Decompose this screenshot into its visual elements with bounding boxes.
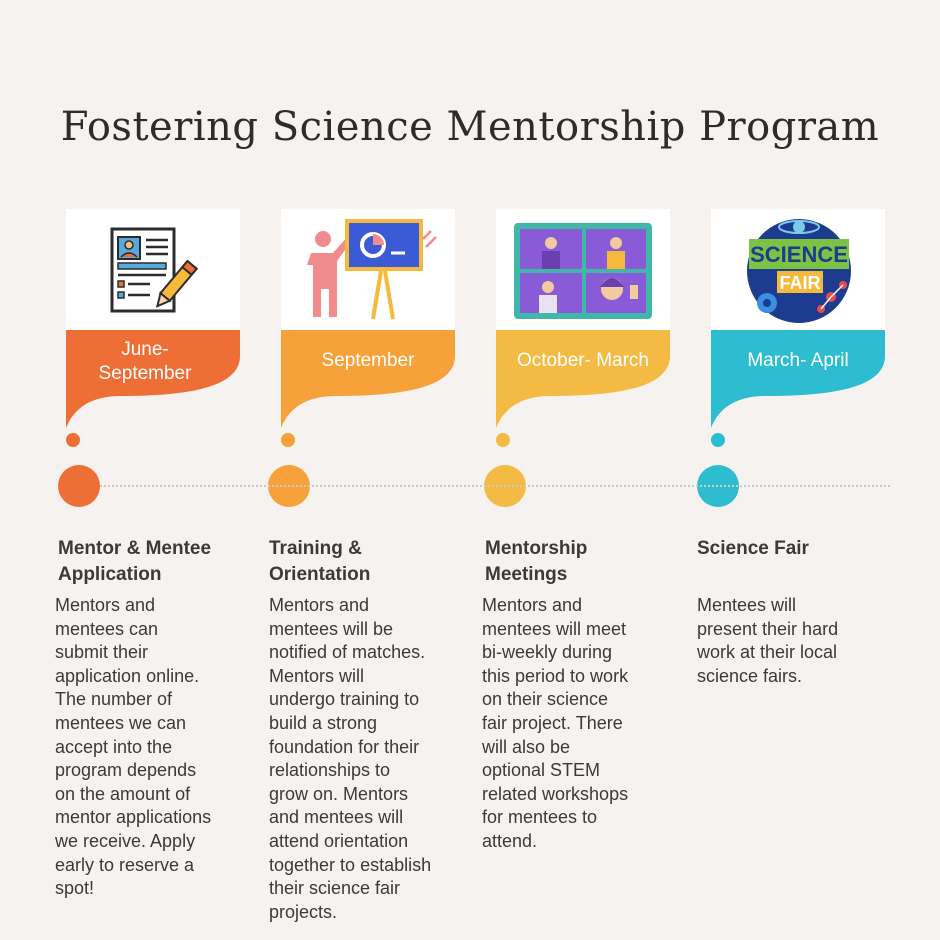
step-3-description: Mentors and mentees will meet bi-weekly during this period to work on their science fair project. There will also be optional STEM related workshops for mentees to attend. xyxy=(482,595,629,851)
step-2-description: Mentors and mentees will be notified of matches. Mentors will undergo training to build a strong foundation for their relationships to grow on. Mentors and mentees will attend orientation together to establish their science fair projects. xyxy=(269,595,432,922)
step-4-card xyxy=(711,209,885,330)
step-2-small-dot xyxy=(281,433,295,447)
step-3-period: October- March xyxy=(517,350,649,371)
step-2-card xyxy=(281,209,455,330)
step-4-description: Mentees will present their hard work at their local science fairs. xyxy=(697,595,839,686)
step-4-flag xyxy=(711,330,885,430)
step-4-period: March- April xyxy=(747,350,849,371)
step-2-heading: Training & Orientation xyxy=(269,538,371,585)
step-3-flag xyxy=(496,330,670,430)
application-form-icon xyxy=(66,209,240,330)
step-3-card xyxy=(496,209,670,330)
step-1-heading: Mentor & Mentee Application xyxy=(58,538,212,585)
step-4-heading: Science Fair xyxy=(697,538,809,559)
page-title: Fostering Science Mentorship Program xyxy=(60,104,880,150)
timeline-connector xyxy=(100,485,890,487)
step-1-description: Mentors and mentees can submit their application online. The number of mentees we can accept into the program depends on the amount of mentor applications we receive. Apply early to reserve a spot! xyxy=(55,595,212,899)
step-1-marker xyxy=(58,465,100,507)
step-1-card xyxy=(66,209,240,330)
step-1-period: June- September xyxy=(98,339,192,384)
step-2-flag xyxy=(281,330,455,430)
step-3-small-dot xyxy=(496,433,510,447)
step-2-period: September xyxy=(321,350,415,371)
step-3-heading: Mentorship Meetings xyxy=(485,538,588,585)
step-4-small-dot xyxy=(711,433,725,447)
video-meeting-icon xyxy=(496,209,670,330)
science-fair-badge-icon xyxy=(711,209,885,330)
presentation-icon xyxy=(281,209,455,330)
badge-text-science: SCIENCE xyxy=(750,242,848,267)
badge-text-fair: FAIR xyxy=(779,273,821,293)
step-1-small-dot xyxy=(66,433,80,447)
